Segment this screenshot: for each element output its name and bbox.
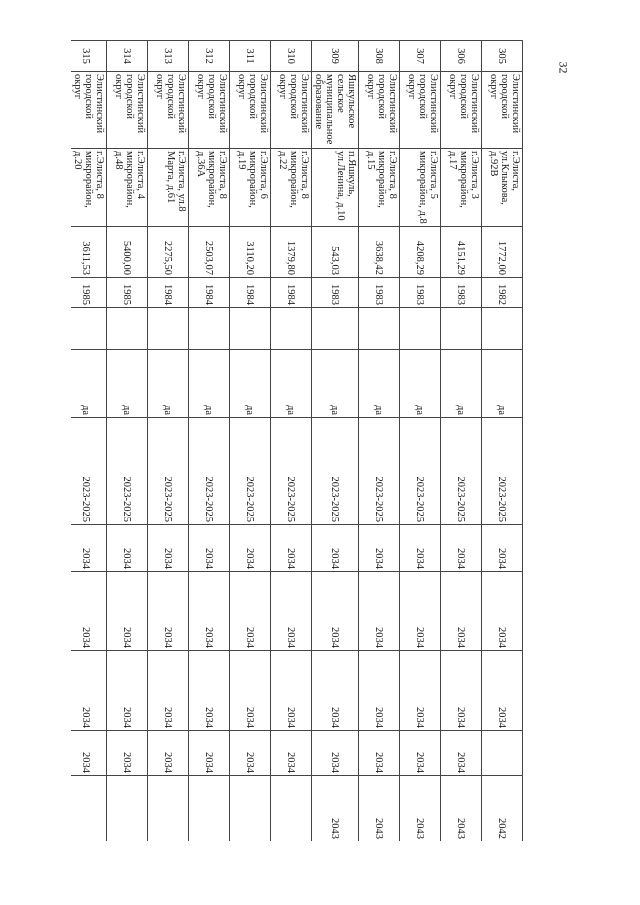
cell-row-number: 305	[482, 41, 523, 72]
housing-table	[71, 40, 523, 841]
cell-flag: да	[107, 350, 148, 418]
cell-empty	[400, 308, 441, 350]
cell-municipality: Элистинский городской округ	[71, 72, 107, 149]
cell-flag: да	[71, 350, 107, 418]
cell-period: 2023-2025	[189, 418, 230, 525]
cell-empty	[230, 308, 271, 350]
cell-year-4	[482, 731, 523, 776]
cell-year-5	[107, 776, 148, 842]
cell-year-3: 2034	[230, 651, 271, 731]
cell-year-1: 2034	[359, 525, 400, 572]
cell-year: 1985	[71, 278, 107, 308]
cell-year: 1985	[107, 278, 148, 308]
cell-year-2: 2034	[441, 572, 482, 651]
cell-area: 2503,07	[189, 227, 230, 278]
table-row	[189, 41, 230, 842]
cell-municipality: Элистинский городской округ	[400, 72, 441, 149]
cell-year-1: 2034	[230, 525, 271, 572]
table-row	[271, 41, 312, 842]
cell-year-5: 2043	[441, 776, 482, 842]
cell-year: 1982	[482, 278, 523, 308]
cell-flag: да	[441, 350, 482, 418]
cell-period: 2023-2025	[441, 418, 482, 525]
cell-year-4: 2034	[189, 731, 230, 776]
cell-address: г.Элиста, 8 микрорайон, д.36А	[189, 149, 230, 227]
cell-address: г.Элиста, 5 микрорайон, д.8	[400, 149, 441, 227]
cell-year-1: 2034	[482, 525, 523, 572]
cell-year-4: 2034	[441, 731, 482, 776]
cell-year-1: 2034	[189, 525, 230, 572]
cell-year-4: 2034	[359, 731, 400, 776]
cell-year-5	[148, 776, 189, 842]
table-row	[148, 41, 189, 842]
cell-row-number: 311	[230, 41, 271, 72]
cell-empty	[107, 308, 148, 350]
cell-area: 4151,29	[441, 227, 482, 278]
cell-year-5	[230, 776, 271, 842]
cell-year: 1984	[230, 278, 271, 308]
cell-row-number: 309	[312, 41, 359, 72]
cell-empty	[441, 308, 482, 350]
cell-year-3: 2034	[189, 651, 230, 731]
cell-municipality: Элистинский городской округ	[230, 72, 271, 149]
cell-year-3: 2034	[71, 651, 107, 731]
cell-year-3: 2034	[441, 651, 482, 731]
cell-municipality: Элистинский городской округ	[189, 72, 230, 149]
cell-area: 3638,42	[359, 227, 400, 278]
cell-row-number: 313	[148, 41, 189, 72]
cell-year-4: 2034	[400, 731, 441, 776]
cell-empty	[148, 308, 189, 350]
cell-address: п.Яшкуль, ул.Ленина, д.10	[312, 149, 359, 227]
cell-municipality: Яшкульское сельское муниципальное образование	[312, 72, 359, 149]
table-row	[482, 41, 523, 842]
cell-year: 1983	[400, 278, 441, 308]
cell-municipality: Элистинский городской округ	[271, 72, 312, 149]
table-row	[441, 41, 482, 842]
cell-municipality: Элистинский городской округ	[148, 72, 189, 149]
cell-year-3: 2034	[148, 651, 189, 731]
cell-municipality: Элистинский городской округ	[441, 72, 482, 149]
cell-period: 2023-2025	[312, 418, 359, 525]
cell-year: 1984	[271, 278, 312, 308]
cell-year-3: 2034	[482, 651, 523, 731]
cell-municipality: Элистинский городской округ	[482, 72, 523, 149]
table-container	[71, 40, 523, 841]
cell-area: 1772,00	[482, 227, 523, 278]
cell-empty	[359, 308, 400, 350]
cell-year: 1983	[312, 278, 359, 308]
cell-flag: да	[189, 350, 230, 418]
cell-year-3: 2034	[400, 651, 441, 731]
cell-year-5	[189, 776, 230, 842]
cell-year-1: 2034	[71, 525, 107, 572]
cell-year-3: 2034	[271, 651, 312, 731]
cell-year: 1984	[148, 278, 189, 308]
cell-period: 2023-2025	[71, 418, 107, 525]
cell-row-number: 308	[359, 41, 400, 72]
cell-year-1: 2034	[441, 525, 482, 572]
cell-year-1: 2034	[107, 525, 148, 572]
cell-year-2: 2034	[359, 572, 400, 651]
cell-municipality: Элистинский городской округ	[359, 72, 400, 149]
cell-period: 2023-2025	[359, 418, 400, 525]
cell-year: 1984	[189, 278, 230, 308]
cell-area: 4208,29	[400, 227, 441, 278]
cell-year-2: 2034	[400, 572, 441, 651]
cell-year-5: 2042	[482, 776, 523, 842]
cell-period: 2023-2025	[230, 418, 271, 525]
cell-year-4: 2034	[271, 731, 312, 776]
table-row	[400, 41, 441, 842]
cell-year-5	[71, 776, 107, 842]
cell-flag: да	[148, 350, 189, 418]
cell-empty	[482, 308, 523, 350]
cell-year-2: 2034	[271, 572, 312, 651]
table-body	[71, 41, 523, 842]
table-row	[359, 41, 400, 842]
cell-period: 2023-2025	[148, 418, 189, 525]
cell-year-5: 2043	[359, 776, 400, 842]
cell-year-2: 2034	[189, 572, 230, 651]
page-number: 32	[556, 61, 571, 74]
cell-year-3: 2034	[359, 651, 400, 731]
cell-address: г.Элиста, 3 микрорайон, д.17	[441, 149, 482, 227]
cell-flag: да	[230, 350, 271, 418]
cell-year-1: 2034	[148, 525, 189, 572]
cell-address: г.Элиста, 4 микрорайон, д.48	[107, 149, 148, 227]
cell-year: 1983	[359, 278, 400, 308]
cell-year-1: 2034	[400, 525, 441, 572]
cell-row-number: 315	[71, 41, 107, 72]
cell-year-2: 2034	[230, 572, 271, 651]
cell-flag: да	[359, 350, 400, 418]
cell-year-1: 2034	[271, 525, 312, 572]
cell-year-4: 2034	[107, 731, 148, 776]
cell-flag: да	[271, 350, 312, 418]
cell-area: 3611,53	[71, 227, 107, 278]
cell-year-5	[271, 776, 312, 842]
cell-area: 543,03	[312, 227, 359, 278]
cell-year-2: 2034	[312, 572, 359, 651]
cell-area: 2275,50	[148, 227, 189, 278]
cell-row-number: 314	[107, 41, 148, 72]
cell-period: 2023-2025	[107, 418, 148, 525]
cell-row-number: 312	[189, 41, 230, 72]
cell-year-3: 2034	[107, 651, 148, 731]
cell-flag: да	[312, 350, 359, 418]
cell-flag: да	[400, 350, 441, 418]
table-row	[312, 41, 359, 842]
cell-period: 2023-2025	[400, 418, 441, 525]
cell-year-2: 2034	[482, 572, 523, 651]
cell-address: г.Элиста, 8 микрорайон, д.15	[359, 149, 400, 227]
cell-address: г.Элиста, 8 микрорайон, д.20	[71, 149, 107, 227]
cell-year-2: 2034	[107, 572, 148, 651]
cell-address: г.Элиста, ул.Клыкова, д.92В	[482, 149, 523, 227]
cell-year-4: 2034	[230, 731, 271, 776]
cell-area: 5400,00	[107, 227, 148, 278]
cell-municipality: Элистинский городской округ	[107, 72, 148, 149]
cell-year-4: 2034	[148, 731, 189, 776]
cell-year-2: 2034	[148, 572, 189, 651]
cell-address: г.Элиста, 6 микрорайон, д.19	[230, 149, 271, 227]
cell-year-5: 2043	[312, 776, 359, 842]
table-row	[71, 41, 107, 842]
cell-empty	[71, 308, 107, 350]
cell-year: 1983	[441, 278, 482, 308]
table-row	[230, 41, 271, 842]
cell-year-3: 2034	[312, 651, 359, 731]
cell-area: 3110,20	[230, 227, 271, 278]
cell-period: 2023-2025	[271, 418, 312, 525]
cell-year-2: 2034	[71, 572, 107, 651]
cell-row-number: 306	[441, 41, 482, 72]
cell-empty	[189, 308, 230, 350]
cell-flag: да	[482, 350, 523, 418]
cell-row-number: 307	[400, 41, 441, 72]
cell-year-5: 2043	[400, 776, 441, 842]
cell-row-number: 310	[271, 41, 312, 72]
cell-period: 2023-2025	[482, 418, 523, 525]
cell-empty	[271, 308, 312, 350]
cell-area: 1379,80	[271, 227, 312, 278]
cell-address: г.Элиста, 8 микрорайон, д.22	[271, 149, 312, 227]
table-row	[107, 41, 148, 842]
cell-year-1: 2034	[312, 525, 359, 572]
cell-address: г.Элиста, ул.8 Марта, д.61	[148, 149, 189, 227]
cell-year-4: 2034	[312, 731, 359, 776]
cell-year-4: 2034	[71, 731, 107, 776]
cell-empty	[312, 308, 359, 350]
